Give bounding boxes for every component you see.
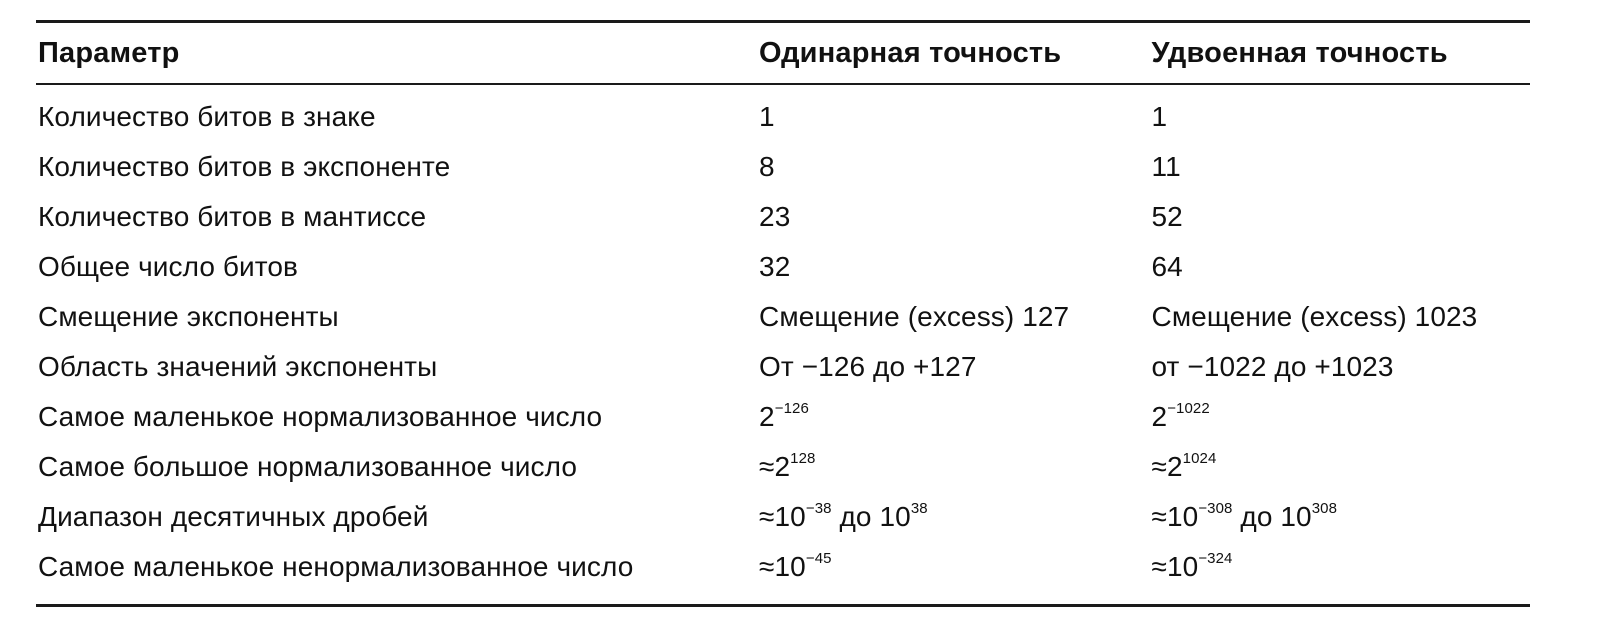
cell-double-precision xyxy=(1152,551,1531,583)
cell-exp: −1022 xyxy=(1167,400,1210,417)
cell-text: От −126 до +127 xyxy=(759,351,977,382)
cell-exp: −324 xyxy=(1198,550,1233,567)
table-header-row xyxy=(36,23,1530,83)
cell-single-precision xyxy=(759,201,1151,233)
cell-double-precision xyxy=(1152,251,1531,283)
cell-double-precision xyxy=(1152,501,1531,533)
cell-exp2: 308 xyxy=(1311,500,1338,517)
cell-base: 2 xyxy=(759,401,775,432)
cell-text: Смещение (excess) 1023 xyxy=(1151,301,1478,332)
cell-single-precision xyxy=(759,101,1151,133)
cell-exp: 1024 xyxy=(1182,450,1217,467)
row-param-label: Количество битов в мантиссе xyxy=(38,201,427,232)
cell-single-precision xyxy=(759,501,1151,533)
table-row xyxy=(36,92,1530,142)
cell-exp: 128 xyxy=(790,450,816,467)
cell-double-precision xyxy=(1152,351,1531,383)
cell-single-precision xyxy=(759,551,1151,583)
cell-base: ≈2 xyxy=(1151,451,1183,482)
cell-double-precision xyxy=(1152,451,1531,483)
row-param-label: Смещение экспоненты xyxy=(38,301,339,332)
table-bottom-rule xyxy=(36,604,1530,607)
row-param-label: Самое маленькое ненормализованное число xyxy=(38,551,634,582)
cell-base2: 10 xyxy=(879,501,911,532)
cell-double-precision xyxy=(1152,151,1531,183)
cell-base: ≈10 xyxy=(759,501,806,532)
row-param-label: Общее число битов xyxy=(38,251,299,282)
cell-base: 2 xyxy=(1151,401,1168,432)
cell-text: 23 xyxy=(759,201,791,232)
cell-exp: −45 xyxy=(805,550,832,567)
cell-single-precision xyxy=(759,451,1151,483)
table-row xyxy=(36,142,1530,192)
row-param-label: Самое маленькое нормализованное число xyxy=(38,401,603,432)
cell-single-precision xyxy=(759,351,1151,383)
row-param-label: Диапазон десятичных дробей xyxy=(38,501,429,532)
table-row xyxy=(36,192,1530,242)
cell-text: Смещение (excess) 127 xyxy=(759,301,1070,332)
cell-exp: −126 xyxy=(774,400,809,417)
cell-double-precision xyxy=(1152,201,1531,233)
cell-text: 32 xyxy=(759,251,791,282)
cell-base2: 10 xyxy=(1280,501,1312,532)
cell-text: 52 xyxy=(1151,201,1183,232)
cell-text: от −1022 до +1023 xyxy=(1151,351,1394,382)
table-body xyxy=(36,85,1530,604)
row-param-label: Самое большое нормализованное число xyxy=(38,451,578,482)
cell-base: ≈10 xyxy=(1151,501,1199,532)
cell-mid: до xyxy=(831,501,880,532)
cell-text: 64 xyxy=(1151,251,1183,282)
cell-single-precision xyxy=(759,151,1151,183)
cell-base: ≈10 xyxy=(1151,551,1199,582)
table-row xyxy=(36,342,1530,392)
cell-text: 1 xyxy=(759,101,775,132)
table-row xyxy=(36,442,1530,492)
cell-single-precision xyxy=(759,301,1151,333)
cell-base: ≈10 xyxy=(759,551,806,582)
header-param: Параметр xyxy=(38,36,180,69)
table-row xyxy=(36,392,1530,442)
cell-double-precision xyxy=(1152,301,1531,333)
table-row xyxy=(36,292,1530,342)
cell-single-precision xyxy=(759,251,1151,283)
row-param-label: Количество битов в экспоненте xyxy=(38,151,451,182)
cell-exp: −308 xyxy=(1198,500,1233,517)
row-param-label: Область значений экспоненты xyxy=(38,351,438,382)
table-row xyxy=(36,492,1530,542)
table-row xyxy=(36,242,1530,292)
cell-text: 1 xyxy=(1151,101,1168,132)
header-double-precision: Удвоенная точность xyxy=(1151,36,1448,69)
table-row xyxy=(36,542,1530,592)
cell-double-precision xyxy=(1152,101,1531,133)
cell-exp2: 38 xyxy=(910,500,928,517)
row-param-label: Количество битов в знаке xyxy=(38,101,376,132)
header-single-precision: Одинарная точность xyxy=(759,36,1062,69)
cell-exp: −38 xyxy=(805,500,832,517)
cell-double-precision xyxy=(1152,401,1531,433)
cell-text: 8 xyxy=(759,151,775,182)
cell-mid: до xyxy=(1232,501,1281,532)
cell-single-precision xyxy=(759,401,1151,433)
ieee-754-comparison-table xyxy=(36,20,1530,607)
cell-base: ≈2 xyxy=(759,451,791,482)
cell-text: 11 xyxy=(1151,151,1181,182)
